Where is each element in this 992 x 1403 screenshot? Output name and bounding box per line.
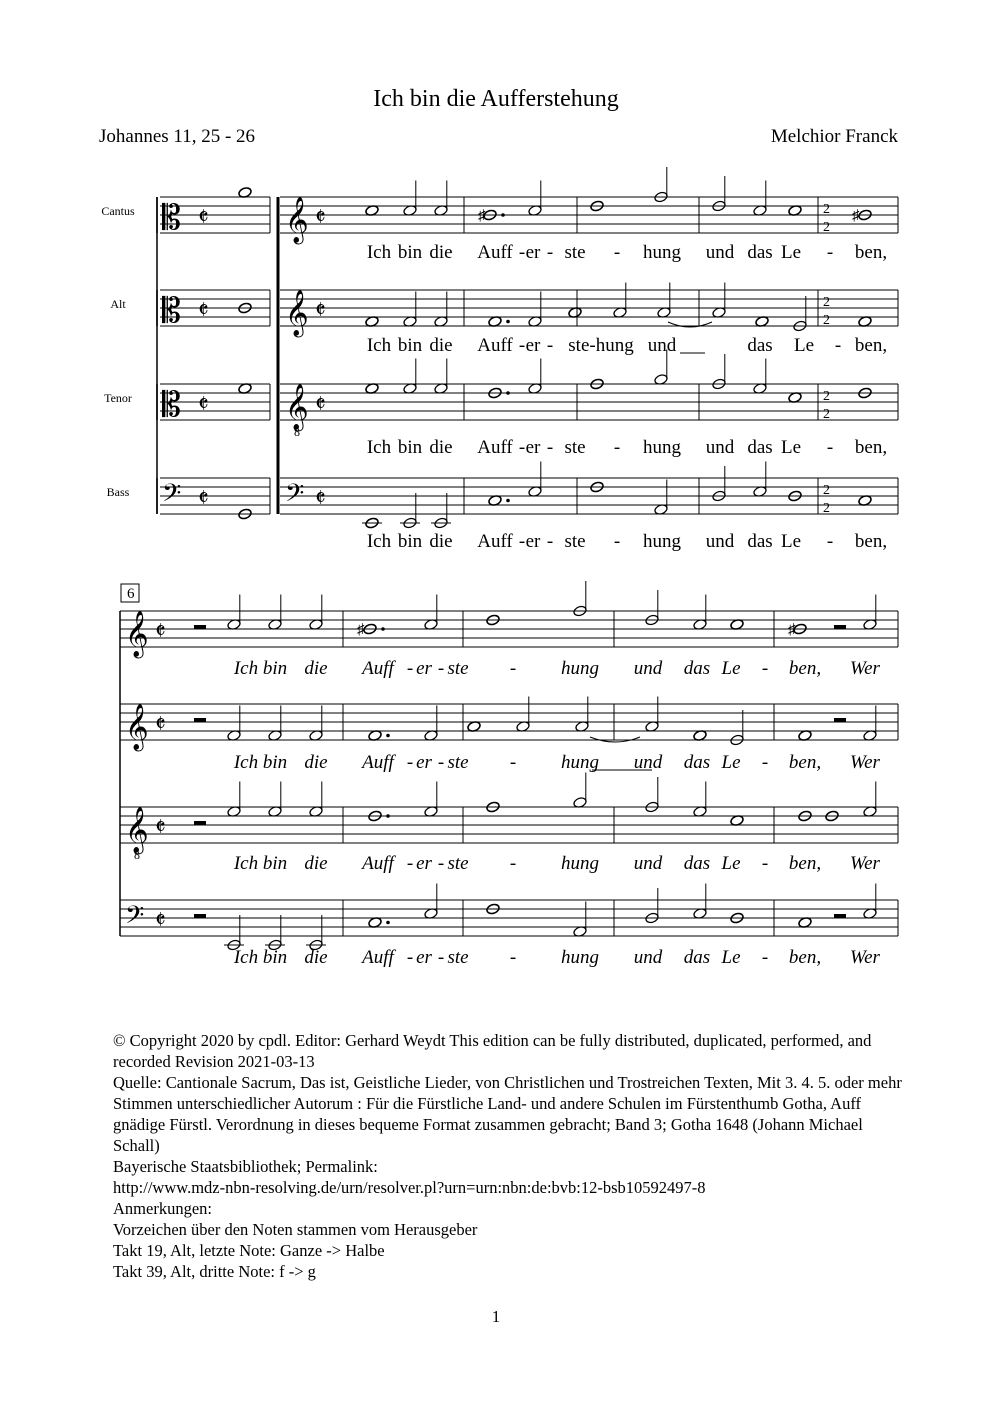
lyric-syllable: er bbox=[416, 658, 432, 679]
scripture-reference: Johannes 11, 25 - 26 bbox=[99, 126, 256, 147]
lyric-syllable: - bbox=[406, 947, 414, 968]
half-note bbox=[227, 706, 242, 742]
half-note bbox=[403, 292, 418, 328]
lyric-syllable: - bbox=[406, 752, 414, 773]
lyric-syllable: - bbox=[437, 947, 445, 968]
c-clef: 𝄡 bbox=[162, 293, 181, 330]
time-sig-2: 2 bbox=[823, 501, 830, 516]
lyric-syllable: - bbox=[761, 853, 769, 874]
lyric-syllable: die bbox=[304, 853, 328, 874]
octave-marker: 8 bbox=[294, 425, 300, 439]
half-note bbox=[712, 466, 727, 502]
lyric-syllable: die bbox=[304, 752, 328, 773]
lyric-syllable: die bbox=[304, 947, 328, 968]
half-rest bbox=[834, 625, 846, 629]
treble-clef: 𝄞 bbox=[125, 704, 149, 749]
half-note bbox=[400, 493, 420, 529]
lyric-syllable: die bbox=[429, 437, 453, 458]
lyric-syllable: er bbox=[416, 752, 432, 773]
editor-note-3: Takt 39, Alt, dritte Note: f -> g bbox=[113, 1262, 316, 1281]
page-title: Ich bin die Aufferstehung bbox=[373, 86, 619, 112]
half-rest bbox=[834, 914, 846, 918]
lyric-syllable: - bbox=[509, 658, 517, 679]
lyric-syllable: - bbox=[518, 335, 526, 356]
lyric-syllable: - bbox=[613, 242, 621, 263]
treble-clef: 𝄞 bbox=[285, 290, 309, 335]
half-note bbox=[309, 595, 324, 631]
lyric-syllable: und bbox=[705, 437, 735, 458]
lyric-syllable: und bbox=[633, 658, 663, 679]
half-note bbox=[693, 595, 708, 631]
time-sig-2: 2 bbox=[823, 313, 830, 328]
lyric-syllable: - bbox=[546, 242, 554, 263]
lyric-syllable: Auff bbox=[362, 853, 394, 874]
cut-time: 𝄵 bbox=[198, 298, 209, 324]
lyric-syllable: - bbox=[406, 658, 414, 679]
lyric-syllable: bin bbox=[262, 658, 288, 679]
cut-time: 𝄵 bbox=[198, 486, 209, 512]
lyric-syllable: Auff bbox=[477, 437, 513, 458]
lyric-syllable: bin bbox=[397, 242, 423, 263]
lyric-syllable: die bbox=[429, 531, 453, 552]
lyric-syllable: ste bbox=[447, 752, 469, 773]
lyric-syllable: er bbox=[416, 947, 432, 968]
half-note bbox=[863, 884, 878, 920]
half-note bbox=[434, 292, 449, 328]
half-note bbox=[309, 706, 324, 742]
lyric-syllable: hung bbox=[643, 531, 681, 552]
lyric-syllable: Ich bbox=[366, 335, 392, 356]
library-note: Bayerische Staatsbibliothek; Permalink: bbox=[113, 1157, 378, 1176]
lyric-syllable: - bbox=[834, 335, 842, 356]
lyric-syllable: Auff bbox=[477, 531, 513, 552]
lyric-syllable: - bbox=[546, 531, 554, 552]
lyric-syllable: das bbox=[747, 437, 773, 458]
half-note bbox=[573, 902, 588, 938]
lyric-syllable: - bbox=[406, 853, 414, 874]
lyric-syllable: bin bbox=[262, 947, 288, 968]
time-sig-2: 2 bbox=[823, 389, 830, 404]
time-sig-2: 2 bbox=[823, 295, 830, 310]
half-note bbox=[730, 710, 745, 746]
lyric-syllable: - bbox=[761, 947, 769, 968]
lyric-syllable: - bbox=[437, 853, 445, 874]
half-note bbox=[268, 595, 283, 631]
lyric-syllable: - bbox=[509, 853, 517, 874]
lyric-syllable: ste bbox=[564, 531, 586, 552]
sharp-sign: ♯ bbox=[788, 622, 796, 638]
lyric-syllable: - bbox=[437, 752, 445, 773]
lyric-syllable: Ich bbox=[233, 853, 259, 874]
lyric-syllable: Auff bbox=[362, 752, 394, 773]
lyric-syllable: Le bbox=[793, 335, 815, 356]
lyric-syllable: das bbox=[747, 242, 773, 263]
half-note bbox=[573, 581, 588, 617]
bass-clef: 𝄢 bbox=[162, 480, 182, 513]
c-clef: 𝄡 bbox=[162, 387, 181, 424]
lyric-syllable: - bbox=[518, 531, 526, 552]
lyric-syllable: Wer bbox=[850, 947, 880, 968]
lyric-syllable: - bbox=[518, 437, 526, 458]
half-note bbox=[753, 181, 768, 217]
voice-name: Bass bbox=[106, 485, 130, 499]
lyric-syllable: ben, bbox=[788, 658, 822, 679]
lyric-syllable: hung bbox=[561, 658, 599, 679]
composer-name: Melchior Franck bbox=[770, 126, 898, 147]
half-note bbox=[424, 706, 439, 742]
editor-note-1: Vorzeichen über den Noten stammen vom Herausgeber bbox=[113, 1220, 478, 1239]
lyric-syllable: Le bbox=[721, 658, 741, 679]
lyric-syllable: Le bbox=[721, 947, 741, 968]
lyric-syllable: ste-hung bbox=[568, 335, 634, 356]
lyric-syllable: - bbox=[826, 242, 834, 263]
half-note bbox=[573, 773, 588, 809]
lyric-syllable: die bbox=[429, 335, 453, 356]
augmentation-dot bbox=[506, 320, 510, 324]
half-note bbox=[516, 697, 531, 733]
half-note bbox=[434, 359, 449, 395]
half-note bbox=[528, 359, 543, 395]
lyric-syllable: hung bbox=[643, 242, 681, 263]
half-note bbox=[403, 181, 418, 217]
footer-notes bbox=[113, 1030, 913, 1282]
lyric-syllable: Wer bbox=[850, 853, 880, 874]
permalink[interactable]: http://www.mdz-nbn-resolving.de/urn/resolver.pl?urn=urn:nbn:de:bvb:12-bsb10592497-8 bbox=[113, 1178, 706, 1197]
lyric-syllable: Ich bbox=[366, 242, 392, 263]
half-note bbox=[654, 480, 669, 516]
page-number: 1 bbox=[491, 1307, 501, 1326]
voice-name: Tenor bbox=[104, 391, 132, 405]
lyric-syllable: er bbox=[525, 335, 541, 356]
half-rest bbox=[834, 718, 846, 722]
notes bbox=[194, 167, 877, 951]
lyric-syllable: bin bbox=[397, 437, 423, 458]
lyric-syllable: und bbox=[647, 335, 677, 356]
lyric-syllable: bin bbox=[262, 752, 288, 773]
lyric-syllable: und bbox=[633, 947, 663, 968]
half-note bbox=[645, 697, 660, 733]
half-note bbox=[528, 462, 543, 498]
lyric-syllable: Ich bbox=[233, 752, 259, 773]
sharp-sign: ♯ bbox=[478, 208, 486, 224]
time-sig-2: 2 bbox=[823, 220, 830, 235]
lyric-syllable: ste bbox=[564, 437, 586, 458]
cut-time: 𝄵 bbox=[155, 712, 166, 738]
lyric-syllable: er bbox=[416, 853, 432, 874]
lyric-syllable: hung bbox=[561, 752, 599, 773]
half-rest bbox=[194, 625, 206, 629]
voice-names bbox=[101, 204, 135, 499]
lyric-syllable: hung bbox=[561, 947, 599, 968]
whole-note bbox=[362, 517, 382, 529]
half-note bbox=[268, 782, 283, 818]
bass-clef: 𝄢 bbox=[285, 480, 305, 513]
half-note bbox=[645, 888, 660, 924]
half-note bbox=[431, 493, 451, 529]
c-clef: 𝄡 bbox=[162, 200, 181, 237]
lyric-syllable: er bbox=[525, 437, 541, 458]
lyric-syllable: und bbox=[705, 531, 735, 552]
source-note: Quelle: Cantionale Sacrum, Das ist, Geistliche Lieder, von Christlichen und Trostreichen Texten, Mit 3. 4. 5. oder mehr Stimmen unterschiedlicher Autorum : Für die Fürstliche Land- und andere Schulen im Fürstenthumb Gotha, Auff gnädige Fürstl. Verordnung in dieses bequeme Format zusammen gebracht; Band 3; Gotha 1648 (Johann Michael Schall) bbox=[113, 1073, 902, 1155]
half-note bbox=[654, 167, 669, 203]
voice-name: Alt bbox=[110, 297, 126, 311]
lyric-syllable: und bbox=[705, 242, 735, 263]
half-note bbox=[712, 283, 727, 319]
time-sig-2: 2 bbox=[823, 202, 830, 217]
lyric-syllable: das bbox=[683, 752, 711, 773]
lyric-syllable: Auff bbox=[362, 947, 394, 968]
augmentation-dot bbox=[506, 499, 510, 503]
half-note bbox=[645, 590, 660, 626]
lyric-syllable: - bbox=[826, 437, 834, 458]
half-note bbox=[657, 283, 672, 319]
time-sig-2: 2 bbox=[823, 407, 830, 422]
octave-marker: 8 bbox=[134, 848, 140, 862]
half-note bbox=[268, 706, 283, 742]
bass-clef: 𝄢 bbox=[125, 902, 145, 935]
lyric-syllable: - bbox=[761, 752, 769, 773]
lyric-syllable: ben, bbox=[854, 242, 888, 263]
lyric-syllable: Wer bbox=[850, 752, 880, 773]
time-sig-2: 2 bbox=[823, 483, 830, 498]
half-note bbox=[265, 915, 285, 951]
half-note bbox=[309, 782, 324, 818]
lyric-syllable: die bbox=[429, 242, 453, 263]
lyric-syllable: bin bbox=[262, 853, 288, 874]
half-note bbox=[613, 283, 628, 319]
lyric-syllable: Le bbox=[721, 752, 741, 773]
half-note bbox=[528, 181, 543, 217]
half-note bbox=[227, 782, 242, 818]
half-note bbox=[863, 595, 878, 631]
voice-name: Cantus bbox=[101, 204, 135, 218]
lyric-syllable: Wer bbox=[850, 658, 880, 679]
lyric-syllable: bin bbox=[397, 335, 423, 356]
sharp-sign: ♯ bbox=[852, 208, 860, 224]
augmentation-dot bbox=[506, 391, 510, 395]
cut-time: 𝄵 bbox=[315, 486, 326, 512]
lyric-syllable: das bbox=[683, 947, 711, 968]
half-note bbox=[403, 359, 418, 395]
half-note bbox=[424, 782, 439, 818]
lyric-syllable: - bbox=[546, 335, 554, 356]
lyric-syllable: ben, bbox=[854, 531, 888, 552]
copyright-note: © Copyright 2020 by cpdl. Editor: Gerhard Weydt This edition can be fully distributed, duplicated, performed, and recorded Revision 2021-03-13 bbox=[113, 1031, 872, 1071]
lyric-syllable: ben, bbox=[854, 437, 888, 458]
half-note bbox=[424, 595, 439, 631]
lyric-syllable: Le bbox=[780, 531, 802, 552]
lyric-syllable: Le bbox=[780, 242, 802, 263]
half-note bbox=[528, 292, 543, 328]
cut-time: 𝄵 bbox=[198, 392, 209, 418]
lyric-syllable: Auff bbox=[477, 242, 513, 263]
lyric-syllable: Ich bbox=[233, 658, 259, 679]
notes-heading: Anmerkungen: bbox=[113, 1199, 212, 1218]
lyric-syllable: - bbox=[546, 437, 554, 458]
lyric-syllable: Auff bbox=[362, 658, 394, 679]
lyric-syllable: bin bbox=[397, 531, 423, 552]
half-rest bbox=[194, 718, 206, 722]
half-note bbox=[793, 296, 808, 332]
treble-clef: 𝄞 bbox=[125, 807, 149, 852]
half-note bbox=[863, 782, 878, 818]
cut-time: 𝄵 bbox=[155, 815, 166, 841]
lyric-syllable: das bbox=[747, 531, 773, 552]
cut-time: 𝄵 bbox=[315, 298, 326, 324]
lyric-syllable: die bbox=[304, 658, 328, 679]
cut-time: 𝄵 bbox=[198, 205, 209, 231]
treble-clef: 𝄞 bbox=[285, 384, 309, 429]
half-note bbox=[693, 782, 708, 818]
half-note bbox=[693, 884, 708, 920]
augmentation-dot bbox=[501, 213, 505, 217]
half-note bbox=[424, 884, 439, 920]
lyric-syllable: Auff bbox=[477, 335, 513, 356]
half-note bbox=[863, 706, 878, 742]
lyric-syllable: - bbox=[826, 531, 834, 552]
lyric-syllable: ben, bbox=[854, 335, 888, 356]
cut-time: 𝄵 bbox=[315, 392, 326, 418]
half-note bbox=[575, 697, 590, 733]
lyric-syllable: ben, bbox=[788, 752, 822, 773]
editor-note-2: Takt 19, Alt, letzte Note: Ganze -> Halbe bbox=[113, 1241, 385, 1260]
half-rest bbox=[194, 821, 206, 825]
lyric-syllable: Ich bbox=[233, 947, 259, 968]
lyric-syllable: er bbox=[525, 531, 541, 552]
half-note bbox=[712, 354, 727, 390]
lyric-syllable: - bbox=[761, 658, 769, 679]
lyric-syllable: ben, bbox=[788, 853, 822, 874]
lyric-syllable: ben, bbox=[788, 947, 822, 968]
augmentation-dot bbox=[386, 921, 390, 925]
lyric-syllable: ste bbox=[447, 853, 469, 874]
lyric-syllable: das bbox=[683, 853, 711, 874]
lyric-syllable: hung bbox=[561, 853, 599, 874]
lyric-syllable: das bbox=[683, 658, 711, 679]
lyric-syllable: ste bbox=[447, 947, 469, 968]
lyric-syllable: das bbox=[747, 335, 773, 356]
lyric-syllable: - bbox=[518, 242, 526, 263]
half-note bbox=[645, 777, 660, 813]
treble-clef: 𝄞 bbox=[285, 197, 309, 242]
lyric-syllable: und bbox=[633, 853, 663, 874]
lyric-syllable: und bbox=[633, 752, 663, 773]
lyric-syllable: Le bbox=[721, 853, 741, 874]
lyric-syllable: Ich bbox=[366, 531, 392, 552]
staff-lines bbox=[120, 197, 898, 936]
augmentation-dot bbox=[386, 734, 390, 738]
half-note bbox=[712, 176, 727, 212]
lyric-syllable: Ich bbox=[366, 437, 392, 458]
lyric-syllable: - bbox=[509, 752, 517, 773]
augmentation-dot bbox=[386, 814, 390, 818]
lyric-syllable: ste bbox=[447, 658, 469, 679]
half-note bbox=[224, 915, 244, 951]
treble-clef: 𝄞 bbox=[125, 611, 149, 656]
half-note bbox=[306, 915, 326, 951]
cut-time: 𝄵 bbox=[155, 619, 166, 645]
sharp-sign: ♯ bbox=[357, 622, 365, 638]
half-note bbox=[227, 595, 242, 631]
half-rest bbox=[194, 914, 206, 918]
lyric-syllable: - bbox=[437, 658, 445, 679]
lyrics bbox=[233, 242, 887, 968]
lyric-syllable: - bbox=[613, 531, 621, 552]
lyric-syllable: - bbox=[509, 947, 517, 968]
lyric-syllable: hung bbox=[643, 437, 681, 458]
lyric-syllable: - bbox=[613, 437, 621, 458]
half-note bbox=[434, 181, 449, 217]
cut-time: 𝄵 bbox=[155, 908, 166, 934]
augmentation-dot bbox=[381, 627, 385, 631]
measure-number: 6 bbox=[127, 586, 135, 602]
cut-time: 𝄵 bbox=[315, 205, 326, 231]
half-note bbox=[753, 462, 768, 498]
lyric-syllable: ste bbox=[564, 242, 586, 263]
lyric-syllable: er bbox=[525, 242, 541, 263]
lyric-syllable: Le bbox=[780, 437, 802, 458]
half-note bbox=[753, 359, 768, 395]
